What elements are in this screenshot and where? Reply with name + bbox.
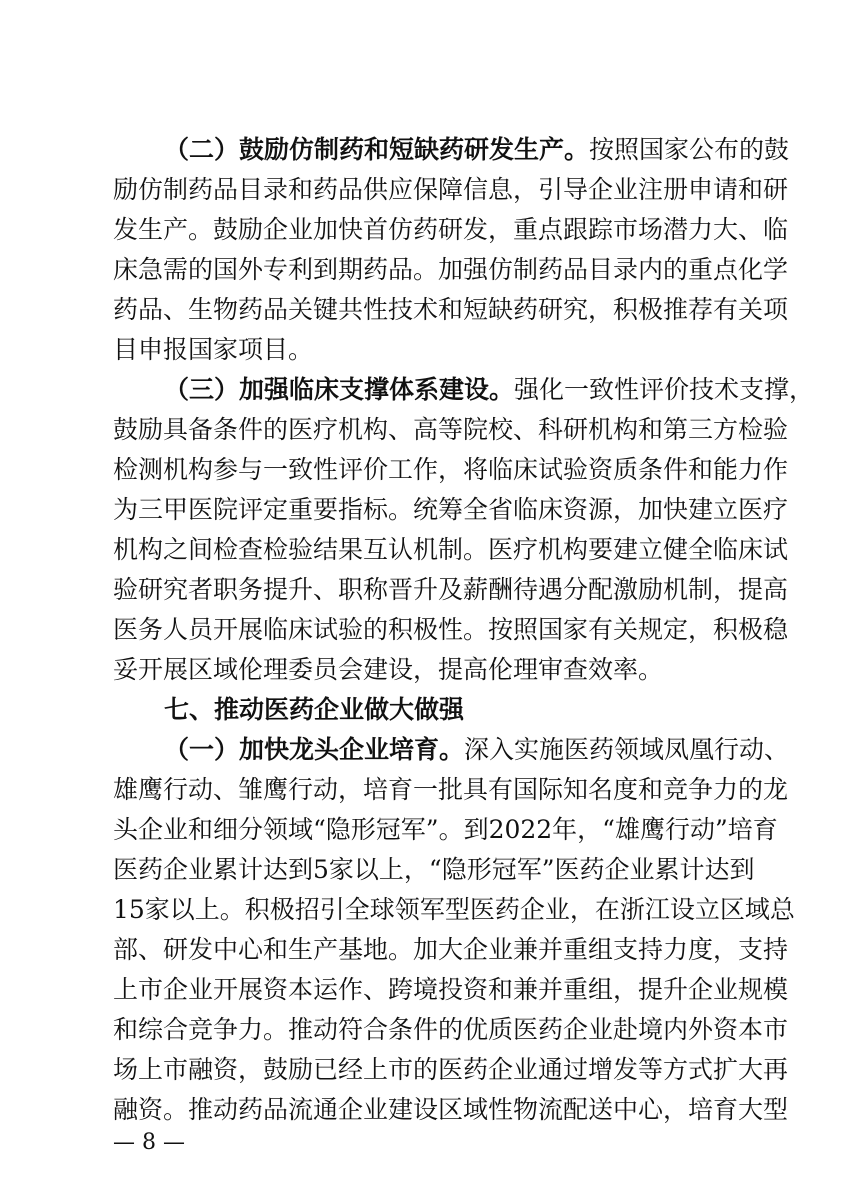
paragraph-line: 药品、生物药品关键共性技术和短缺药研究，积极推荐有关项 <box>113 295 789 324</box>
paragraph-text: 按照国家公布的鼓 <box>589 135 790 164</box>
paragraph-line: 医药企业累计达到5家以上，“隐形冠军”医药企业累计达到 <box>113 855 755 884</box>
paragraph-line: 验研究者职务提升、职称晋升及薪酬待遇分配激励机制，提高 <box>113 575 789 604</box>
paragraph-line: 鼓励具备条件的医疗机构、高等院校、科研机构和第三方检验 <box>113 415 789 444</box>
paragraph-line: 妥开展区域伦理委员会建设，提高伦理审查效率。 <box>113 655 664 684</box>
paragraph-line: 和综合竞争力。推动符合条件的优质医药企业赴境内外资本市 <box>113 1015 789 1044</box>
paragraph-line: 为三甲医院评定重要指标。统筹全省临床资源，加快建立医疗 <box>113 495 789 524</box>
paragraph-line: 机构之间检查检验结果互认机制。医疗机构要建立健全临床试 <box>113 535 789 564</box>
page-number: — 8 — <box>113 1130 185 1155</box>
paragraph-line: 融资。推动药品流通企业建设区域性物流配送中心，培育大型 <box>113 1095 789 1124</box>
paragraph-text: 深入实施医药领域凤凰行动、 <box>464 735 790 764</box>
paragraph-line: 15家以上。积极招引全球领军型医药企业，在浙江设立区域总 <box>113 895 795 924</box>
paragraph-line: 头企业和细分领域“隐形冠军”。到2022年，“雄鹰行动”培育 <box>113 815 778 844</box>
paragraph-line: 励仿制药品目录和药品供应保障信息，引导企业注册申请和研 <box>113 175 789 204</box>
paragraph-line: 雄鹰行动、雏鹰行动，培育一批具有国际知名度和竞争力的龙 <box>113 775 789 804</box>
paragraph-line: 场上市融资，鼓励已经上市的医药企业通过增发等方式扩大再 <box>113 1055 789 1084</box>
paragraph-line: 部、研发中心和生产基地。加大企业兼并重组支持力度，支持 <box>113 935 789 964</box>
paragraph-line <box>164 130 790 170</box>
section-heading: （三）加强临床支撑体系建设。 <box>164 375 515 404</box>
paragraph-line: 医务人员开展临床试验的积极性。按照国家有关规定，积极稳 <box>113 615 789 644</box>
chapter-heading: 七、推动医药企业做大做强 <box>164 695 465 724</box>
paragraph-text: 强化一致性评价技术支撑， <box>514 375 815 404</box>
paragraph-line: 上市企业开展资本运作、跨境投资和兼并重组，提升企业规模 <box>113 975 789 1004</box>
paragraph-line <box>164 370 815 410</box>
section-heading: （二）鼓励仿制药和短缺药研发生产。 <box>164 135 590 164</box>
paragraph-line <box>164 730 790 770</box>
paragraph-line: 床急需的国外专利到期药品。加强仿制药品目录内的重点化学 <box>113 255 789 284</box>
paragraph-line: 发生产。鼓励企业加快首仿药研发，重点跟踪市场潜力大、临 <box>113 215 789 244</box>
paragraph-line: 目申报国家项目。 <box>113 335 314 364</box>
paragraph-line: 检测机构参与一致性评价工作，将临床试验资质条件和能力作 <box>113 455 789 484</box>
section-heading: （一）加快龙头企业培育。 <box>164 735 465 764</box>
